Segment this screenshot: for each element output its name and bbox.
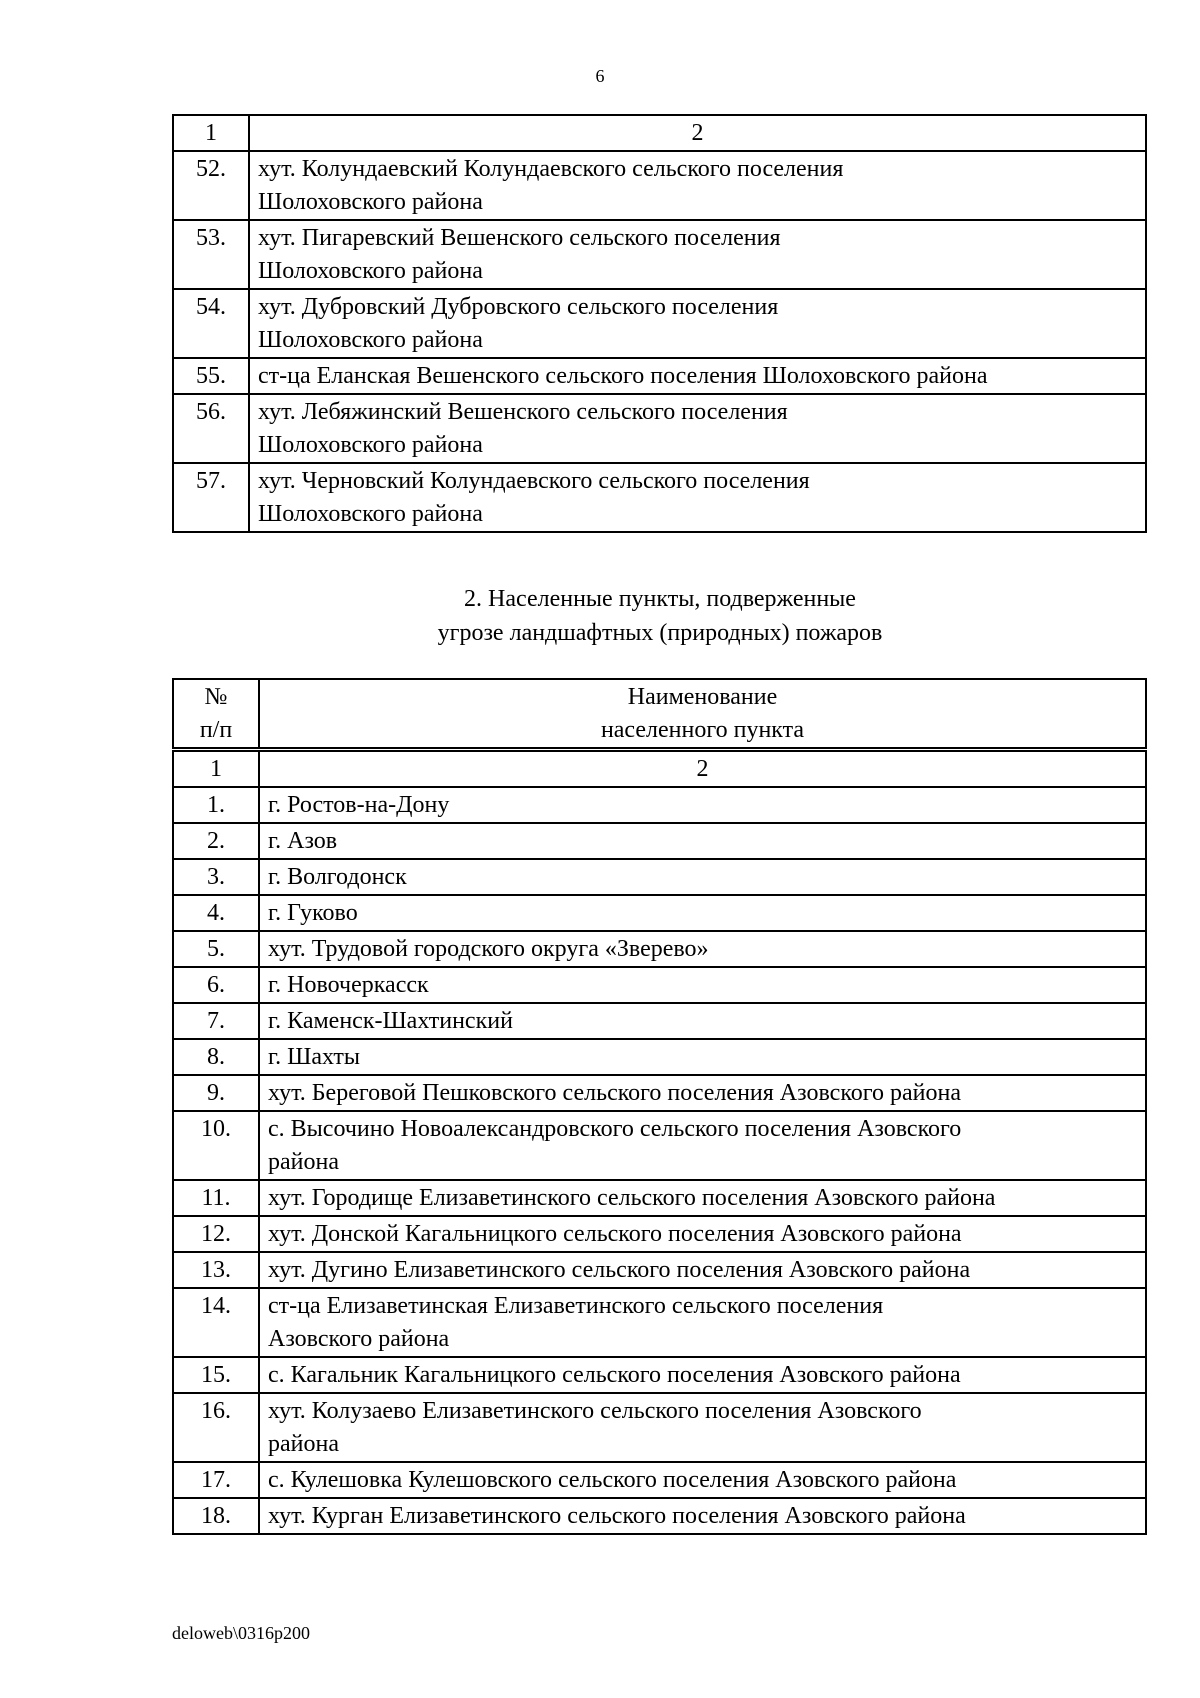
page-number: 6 (595, 66, 605, 86)
table-row (173, 859, 1146, 895)
settlement-name-line: г. Каменск-Шахтинский (268, 1008, 513, 1034)
table-row (173, 787, 1146, 823)
row-number: 7. (173, 1003, 259, 1039)
settlement-name (249, 463, 1146, 532)
settlement-name-line: хут. Колузаево Елизаветинского сельского поселения Азовского (268, 1398, 922, 1424)
settlement-name-line: с. Кагальник Кагальницкого сельского поселения Азовского района (268, 1362, 961, 1388)
table-row (173, 1288, 1146, 1357)
settlement-name (259, 1393, 1146, 1462)
row-number: 55. (173, 358, 249, 394)
settlement-name (249, 220, 1146, 289)
table-row (173, 463, 1146, 532)
table-row (173, 220, 1146, 289)
settlement-name-line: хут. Лебяжинский Вешенского сельского поселения (258, 399, 788, 425)
section-title (0, 582, 1200, 650)
column-number-cell: 2 (249, 115, 1146, 151)
settlement-name (259, 931, 1146, 967)
settlement-name (259, 1216, 1146, 1252)
settlement-name-line: района (268, 1431, 339, 1457)
table-header-row (173, 679, 1146, 750)
row-number: 56. (173, 394, 249, 463)
settlement-name (249, 151, 1146, 220)
column-number-cell: 1 (173, 115, 249, 151)
settlement-name (259, 1039, 1146, 1075)
settlement-name (259, 1498, 1146, 1534)
row-number: 6. (173, 967, 259, 1003)
settlement-name-line: хут. Пигаревский Вешенского сельского поселения (258, 225, 781, 251)
settlement-name (259, 859, 1146, 895)
row-number: 4. (173, 895, 259, 931)
row-number: 18. (173, 1498, 259, 1534)
column-number-row (173, 115, 1146, 151)
row-number: 1. (173, 787, 259, 823)
settlement-name-line: Азовского района (268, 1326, 450, 1352)
row-number: 53. (173, 220, 249, 289)
settlement-name (259, 1252, 1146, 1288)
settlement-name-line: хут. Городище Елизаветинского сельского поселения Азовского района (268, 1185, 996, 1211)
header-num-cell (173, 679, 259, 750)
landscape-fire-settlements-table (172, 678, 1147, 1535)
settlement-name-line: г. Новочеркасск (268, 972, 429, 998)
row-number: 54. (173, 289, 249, 358)
table-row (173, 1393, 1146, 1462)
settlement-name (249, 289, 1146, 358)
header-text: Наименование (627, 684, 778, 710)
table-row (173, 1039, 1146, 1075)
table-row (173, 895, 1146, 931)
header-text: населенного пункта (600, 717, 805, 743)
settlement-name-line: хут. Курган Елизаветинского сельского поселения Азовского района (268, 1503, 966, 1529)
settlement-name-line: района (268, 1149, 339, 1175)
table-row (173, 394, 1146, 463)
settlement-name-line: Шолоховского района (258, 258, 483, 284)
row-number: 9. (173, 1075, 259, 1111)
row-number: 5. (173, 931, 259, 967)
table-row (173, 358, 1146, 394)
settlement-name-line: Шолоховского района (258, 501, 483, 527)
settlement-name (259, 1075, 1146, 1111)
section-title-line: 2. Населенные пункты, подверженные (464, 586, 856, 612)
settlement-name-line: Шолоховского района (258, 432, 483, 458)
settlement-name-line: с. Высочино Новоалександровского сельского поселения Азовского (268, 1116, 962, 1142)
table-row (173, 823, 1146, 859)
settlement-name-line: г. Ростов-на-Дону (268, 792, 450, 818)
row-number: 2. (173, 823, 259, 859)
row-number: 3. (173, 859, 259, 895)
settlement-name-line: ст-ца Елизаветинская Елизаветинского сельского поселения (268, 1293, 884, 1319)
header-text: № (204, 684, 228, 710)
table-row (173, 1357, 1146, 1393)
settlement-name (259, 1462, 1146, 1498)
settlement-name-line: хут. Колундаевский Колундаевского сельского поселения (258, 156, 844, 182)
settlement-name-line: хут. Береговой Пешковского сельского поселения Азовского района (268, 1080, 961, 1106)
row-number: 13. (173, 1252, 259, 1288)
settlement-name (259, 1111, 1146, 1180)
row-number: 15. (173, 1357, 259, 1393)
row-number: 16. (173, 1393, 259, 1462)
settlement-name-line: с. Кулешовка Кулешовского сельского поселения Азовского района (268, 1467, 957, 1493)
settlement-name (259, 787, 1146, 823)
settlement-name-line: хут. Дубровский Дубровского сельского поселения (258, 294, 779, 320)
header-name-cell (259, 679, 1146, 750)
table-row (173, 1075, 1146, 1111)
settlement-name-line: г. Гуково (268, 900, 358, 926)
column-number-cell: 1 (173, 750, 259, 788)
column-number-row (173, 750, 1146, 788)
settlement-name (259, 1357, 1146, 1393)
settlement-name-line: г. Азов (268, 828, 338, 854)
row-number: 52. (173, 151, 249, 220)
settlement-name-line: хут. Донской Кагальницкого сельского поселения Азовского района (268, 1221, 962, 1247)
settlement-name (259, 1288, 1146, 1357)
row-number: 8. (173, 1039, 259, 1075)
settlement-name-line: г. Шахты (268, 1044, 361, 1070)
row-number: 12. (173, 1216, 259, 1252)
settlements-table-continued (172, 114, 1147, 533)
settlement-name (259, 895, 1146, 931)
table-row (173, 1180, 1146, 1216)
table-row (173, 1498, 1146, 1534)
row-number: 10. (173, 1111, 259, 1180)
settlement-name (259, 1180, 1146, 1216)
row-number: 11. (173, 1180, 259, 1216)
table-row (173, 1003, 1146, 1039)
column-number-cell: 2 (259, 750, 1146, 788)
settlement-name (259, 967, 1146, 1003)
settlement-name-line: Шолоховского района (258, 327, 483, 353)
settlement-name (249, 394, 1146, 463)
table-row (173, 289, 1146, 358)
header-text: п/п (199, 717, 233, 743)
table-row (173, 151, 1146, 220)
settlement-name (259, 1003, 1146, 1039)
row-number: 17. (173, 1462, 259, 1498)
settlement-name-line: хут. Трудовой городского округа «Зверево» (268, 936, 709, 962)
table-row (173, 1111, 1146, 1180)
settlement-name-line: г. Волгодонск (268, 864, 407, 890)
settlement-name-line: Шолоховского района (258, 189, 483, 215)
table-row (173, 1252, 1146, 1288)
settlement-name-line: хут. Дугино Елизаветинского сельского поселения Азовского района (268, 1257, 971, 1283)
table-row (173, 931, 1146, 967)
row-number: 57. (173, 463, 249, 532)
table-row (173, 1462, 1146, 1498)
document-code-footer: deloweb\0316p200 (172, 1623, 310, 1643)
settlement-name-line: ст-ца Еланская Вешенского сельского поселения Шолоховского района (258, 363, 988, 389)
section-title-line: угрозе ландшафтных (природных) пожаров (437, 620, 883, 646)
settlement-name-line: хут. Черновский Колундаевского сельского поселения (258, 468, 810, 494)
row-number: 14. (173, 1288, 259, 1357)
settlement-name (259, 823, 1146, 859)
settlement-name (249, 358, 1146, 394)
table-row (173, 1216, 1146, 1252)
table-row (173, 967, 1146, 1003)
